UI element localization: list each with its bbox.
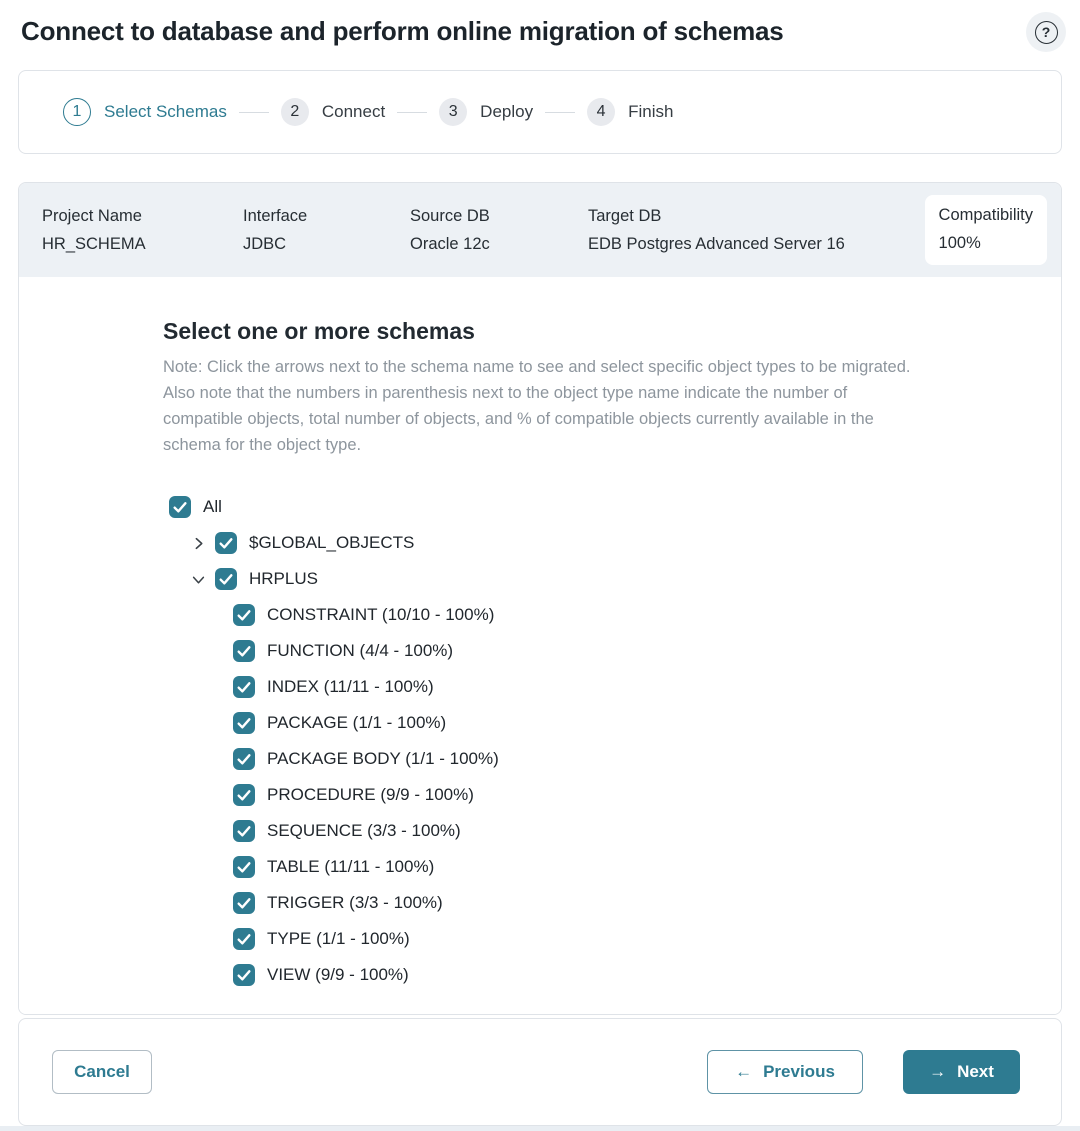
tree-label: PACKAGE (1/1 - 100%) xyxy=(267,713,447,732)
chevron-right-icon[interactable] xyxy=(191,536,205,550)
tree-row-object-type[interactable] xyxy=(163,957,1061,993)
field-label: Compatibility xyxy=(938,206,1033,224)
arrow-left-icon: ← xyxy=(735,1062,753,1081)
checkbox-checked[interactable] xyxy=(233,676,255,698)
page-background-strip xyxy=(0,1126,1080,1131)
step-number: 4 xyxy=(587,98,615,126)
checkbox-checked[interactable] xyxy=(233,928,255,950)
field-label: Project Name xyxy=(42,206,142,225)
check-icon xyxy=(236,787,252,803)
checkbox-checked[interactable] xyxy=(233,820,255,842)
next-button[interactable] xyxy=(903,1050,1020,1094)
step-deploy[interactable] xyxy=(439,98,533,126)
check-icon xyxy=(236,607,252,623)
checkbox-checked[interactable] xyxy=(215,532,237,554)
check-icon xyxy=(236,967,252,983)
next-label: Next xyxy=(957,1062,994,1081)
check-icon xyxy=(218,571,234,587)
check-icon xyxy=(236,931,252,947)
tree-row-object-type[interactable] xyxy=(163,921,1061,957)
field-value: EDB Postgres Advanced Server 16 xyxy=(588,234,845,253)
tree-label: PACKAGE BODY (1/1 - 100%) xyxy=(267,749,499,768)
tree-label: INDEX (11/11 - 100%) xyxy=(267,677,434,696)
checkbox-checked[interactable] xyxy=(233,640,255,662)
wizard-stepper xyxy=(18,70,1062,154)
arrow-right-icon: → xyxy=(929,1062,947,1081)
tree-row-object-type[interactable] xyxy=(163,813,1061,849)
interface-field xyxy=(243,207,410,254)
tree-row-object-type[interactable] xyxy=(163,633,1061,669)
checkbox-checked[interactable] xyxy=(233,892,255,914)
field-value: JDBC xyxy=(243,234,287,253)
check-icon xyxy=(236,715,252,731)
tree-row-object-type[interactable] xyxy=(163,705,1061,741)
step-number: 1 xyxy=(63,98,91,126)
check-icon xyxy=(172,499,188,515)
tree-label: CONSTRAINT (10/10 - 100%) xyxy=(267,605,495,624)
tree-row-object-type[interactable] xyxy=(163,885,1061,921)
field-label: Interface xyxy=(243,206,308,225)
step-connector xyxy=(239,112,269,113)
field-label: Target DB xyxy=(588,206,662,225)
step-label: Finish xyxy=(628,102,674,121)
checkbox-checked[interactable] xyxy=(215,568,237,590)
tree-row-object-type[interactable] xyxy=(163,741,1061,777)
tree-label: FUNCTION (4/4 - 100%) xyxy=(267,641,454,660)
check-icon xyxy=(236,679,252,695)
step-connector xyxy=(545,112,575,113)
schema-selection-area xyxy=(19,277,1061,1014)
tree-label: SEQUENCE (3/3 - 100%) xyxy=(267,821,461,840)
target-db-field xyxy=(588,207,925,254)
tree-row-all[interactable] xyxy=(163,489,1061,525)
field-value: HR_SCHEMA xyxy=(42,234,146,253)
migration-panel xyxy=(18,182,1062,1015)
step-connect[interactable] xyxy=(281,98,385,126)
checkbox-checked[interactable] xyxy=(169,496,191,518)
checkbox-checked[interactable] xyxy=(233,712,255,734)
compatibility-badge xyxy=(925,195,1047,265)
page-title: Connect to database and perform online migration of schemas xyxy=(21,16,784,46)
checkbox-checked[interactable] xyxy=(233,748,255,770)
step-label: Select Schemas xyxy=(104,102,227,121)
checkbox-checked[interactable] xyxy=(233,856,255,878)
tree-row-global-objects[interactable] xyxy=(163,525,1061,561)
checkbox-checked[interactable] xyxy=(233,604,255,626)
step-label: Deploy xyxy=(480,102,534,121)
page-header xyxy=(0,0,1080,70)
project-info-bar xyxy=(19,183,1061,277)
tree-row-object-type[interactable] xyxy=(163,669,1061,705)
cancel-label: Cancel xyxy=(74,1062,130,1081)
check-icon xyxy=(236,859,252,875)
step-number: 3 xyxy=(439,98,467,126)
field-value: Oracle 12c xyxy=(410,234,490,253)
tree-label: VIEW (9/9 - 100%) xyxy=(267,965,409,984)
check-icon xyxy=(236,751,252,767)
check-icon xyxy=(236,643,252,659)
tree-label: PROCEDURE (9/9 - 100%) xyxy=(267,785,474,804)
help-icon: ? xyxy=(1035,21,1058,44)
tree-label: $GLOBAL_OBJECTS xyxy=(249,533,415,552)
tree-label: TRIGGER (3/3 - 100%) xyxy=(267,893,443,912)
field-value: 100% xyxy=(938,234,981,252)
field-label: Source DB xyxy=(410,206,490,225)
source-db-field xyxy=(410,207,588,254)
step-number: 2 xyxy=(281,98,309,126)
cancel-button[interactable] xyxy=(52,1050,152,1094)
check-icon xyxy=(236,823,252,839)
section-heading: Select one or more schemas xyxy=(163,318,475,344)
tree-label: TABLE (11/11 - 100%) xyxy=(267,857,435,876)
schema-tree xyxy=(163,489,1061,993)
checkbox-checked[interactable] xyxy=(233,784,255,806)
tree-label: HRPLUS xyxy=(249,569,318,588)
tree-label: All xyxy=(203,497,222,516)
step-connector xyxy=(397,112,427,113)
tree-label: TYPE (1/1 - 100%) xyxy=(267,929,410,948)
step-label: Connect xyxy=(321,102,386,121)
tree-row-object-type[interactable] xyxy=(163,597,1061,633)
section-note: Note: Click the arrows next to the schema name to see and select specific object types to be migrated. Also note that the numbers in parenthesis next to the object type name indicate the number of compatible objects, total number of objects, and % of compatible objects currently available in the schema for the object type. xyxy=(163,358,911,454)
tree-row-object-type[interactable] xyxy=(163,777,1061,813)
check-icon xyxy=(218,535,234,551)
checkbox-checked[interactable] xyxy=(233,964,255,986)
project-name-field xyxy=(42,207,243,254)
check-icon xyxy=(236,895,252,911)
help-button[interactable] xyxy=(1026,12,1066,52)
wizard-footer xyxy=(18,1018,1062,1126)
step-finish[interactable] xyxy=(587,98,673,126)
tree-row-hrplus[interactable] xyxy=(163,561,1061,597)
step-select-schemas[interactable] xyxy=(63,98,227,126)
previous-label: Previous xyxy=(763,1062,835,1081)
tree-row-object-type[interactable] xyxy=(163,849,1061,885)
previous-button[interactable] xyxy=(707,1050,863,1094)
chevron-down-icon[interactable] xyxy=(191,572,205,586)
